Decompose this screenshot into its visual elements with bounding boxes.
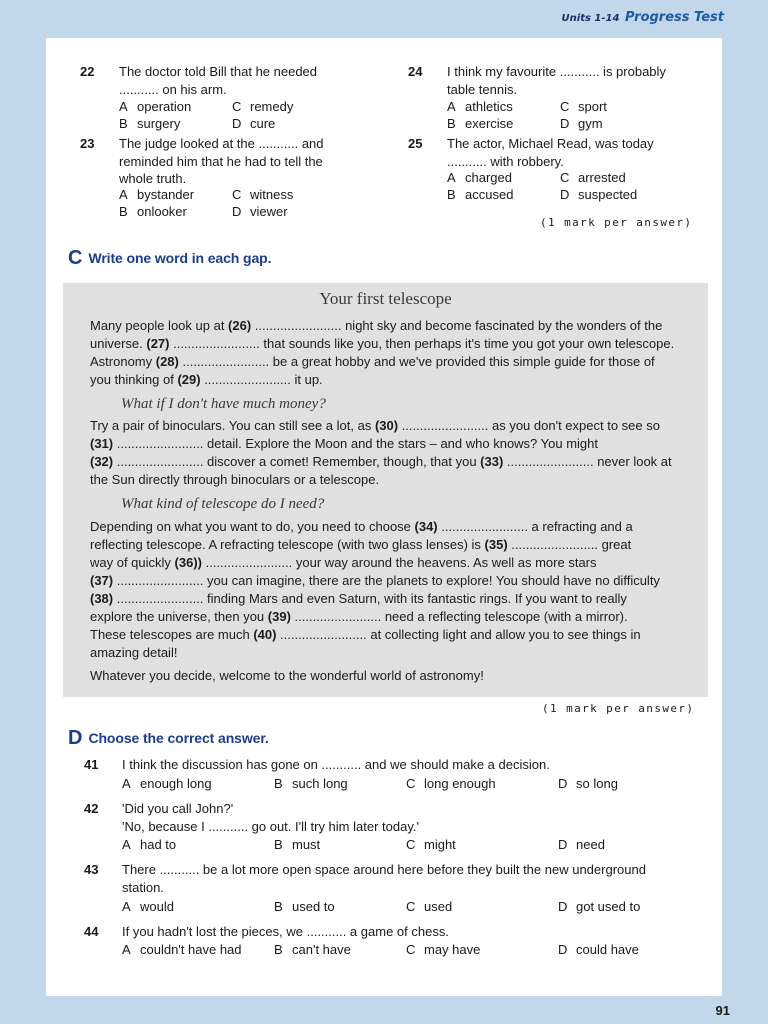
passage-line: Astronomy (28) ........................ be a great hobby and we've provided this simple guide for those of	[90, 354, 655, 369]
option-c[interactable]: C arrested	[560, 170, 626, 185]
section-letter: C	[68, 247, 83, 269]
progress-test-title: Progress Test	[625, 10, 724, 25]
option-a[interactable]: A operation	[119, 99, 192, 114]
section-instruction: Write one word in each gap.	[88, 250, 272, 266]
passage-line: (32) ........................ discover a comet! Remember, though, that you (33) ........................ never look at	[90, 454, 672, 469]
question-number: 44	[84, 924, 99, 939]
question-25	[408, 135, 708, 207]
option-a[interactable]: A charged	[447, 170, 512, 185]
question-stem-line: I think the discussion has gone on ........... and we should make a decision.	[122, 757, 550, 772]
option-a[interactable]: A bystander	[119, 187, 195, 202]
question-22	[80, 63, 380, 135]
gap-37: (37)	[90, 573, 114, 588]
question-number: 41	[84, 757, 99, 772]
question-number: 25	[408, 136, 423, 151]
gap-31: (31)	[90, 436, 114, 451]
question-stem-line: The doctor told Bill that he needed	[119, 64, 318, 79]
option-c[interactable]: C may have	[406, 942, 481, 957]
question-stem-line: reminded him that he had to tell the	[119, 153, 323, 169]
option-c[interactable]: C long enough	[406, 776, 496, 791]
option-a[interactable]: A athletics	[447, 99, 513, 114]
units-label: Units 1-14	[561, 13, 620, 24]
passage-subheading: What if I don't have much money?	[121, 396, 326, 412]
marks-note: (1 mark per answer)	[540, 216, 693, 229]
option-c[interactable]: C used	[406, 899, 453, 914]
question-44	[84, 923, 704, 961]
question-number: 43	[84, 862, 99, 877]
passage-line: These telescopes are much (40) ........................ at collecting light and allow you to see things in	[90, 627, 641, 642]
gap-35: (35)	[484, 537, 508, 552]
option-d[interactable]: D suspected	[560, 187, 638, 202]
passage-line: (38) ........................ finding Mars and even Saturn, with its fantastic rings. If you want to really	[90, 591, 627, 606]
section-letter: D	[68, 727, 83, 749]
gap-38: (38)	[90, 591, 114, 606]
gap-33: (33)	[480, 454, 504, 469]
passage-line: Depending on what you want to do, you need to choose (34) ........................ a refracting and a	[90, 519, 633, 534]
gap-29: (29)	[177, 372, 201, 387]
passage-subheading: What kind of telescope do I need?	[121, 496, 325, 512]
option-d[interactable]: D gym	[560, 116, 603, 131]
gap-28: (28)	[155, 354, 179, 369]
question-stem-line: The judge looked at the ........... and	[119, 136, 324, 151]
section-d-heading	[68, 727, 269, 750]
option-d[interactable]: D could have	[558, 942, 639, 957]
gap-26: (26)	[228, 318, 252, 333]
question-stem-line: 'Did you call John?'	[122, 801, 234, 816]
question-stem-line: whole truth.	[119, 171, 187, 186]
option-a[interactable]: A had to	[122, 837, 177, 852]
option-d[interactable]: D got used to	[558, 899, 641, 914]
gap-32: (32)	[90, 454, 114, 469]
telescope-passage	[63, 283, 708, 697]
option-b[interactable]: B accused	[447, 187, 514, 202]
passage-line: reflecting telescope. A refracting telescope (with two glass lenses) is (35) ........................ great	[90, 537, 632, 552]
option-a[interactable]: A enough long	[122, 776, 212, 791]
question-stem-line: There ........... be a lot more open space around here before they built the new underground	[122, 862, 646, 877]
progress-test-header	[562, 6, 724, 25]
question-stem-line: The actor, Michael Read, was today	[447, 136, 654, 151]
question-number: 42	[84, 801, 99, 816]
option-a[interactable]: A couldn't have had	[122, 942, 242, 957]
passage-line: Whatever you decide, welcome to the wonderful world of astronomy!	[90, 668, 484, 683]
passage-line: (37) ........................ you can imagine, there are the planets to explore! You should have no difficulty	[90, 573, 660, 588]
gap-40: (40)	[253, 627, 277, 642]
passage-title: Your first telescope	[319, 289, 452, 308]
passage-line: way of quickly (36)) ........................ your way around the heavens. As well as more stars	[90, 555, 597, 570]
gap-39: (39)	[267, 609, 291, 624]
option-d[interactable]: D need	[558, 837, 605, 852]
option-a[interactable]: A would	[122, 899, 174, 914]
question-number: 23	[80, 136, 95, 151]
question-24	[408, 63, 708, 135]
question-number: 24	[408, 64, 423, 79]
passage-line: you thinking of (29) ........................ it up.	[90, 372, 323, 387]
question-stem-line: 'No, because I ........... go out. I'll try him later today.'	[122, 818, 419, 834]
option-b[interactable]: B such long	[274, 776, 348, 791]
option-b[interactable]: B must	[274, 837, 321, 852]
passage-line: Try a pair of binoculars. You can still see a lot, as (30) ........................ as you don't expect to see so	[90, 418, 660, 433]
passage-line: Many people look up at (26) ........................ night sky and become fascinated by the wonders of the	[90, 318, 663, 333]
passage-line: universe. (27) ........................ that sounds like you, then perhaps it's time you got your own telescope.	[90, 336, 675, 351]
passage-line: explore the universe, then you (39) ........................ need a reflecting telescope (with a mirror).	[90, 609, 628, 624]
passage-line: amazing detail!	[90, 645, 178, 660]
option-c[interactable]: C witness	[232, 187, 294, 202]
option-b[interactable]: B exercise	[447, 116, 514, 131]
question-43	[84, 861, 704, 917]
question-stem-line: I think my favourite ........... is probably	[447, 64, 666, 79]
option-d[interactable]: D cure	[232, 116, 276, 131]
option-b[interactable]: B can't have	[274, 942, 351, 957]
gap-34: (34)	[414, 519, 438, 534]
question-number: 22	[80, 64, 95, 79]
option-d[interactable]: D viewer	[232, 204, 288, 219]
option-c[interactable]: C might	[406, 837, 456, 852]
section-c-heading	[68, 247, 271, 270]
question-stem-line: table tennis.	[447, 81, 518, 97]
marks-note: (1 mark per answer)	[542, 702, 695, 715]
option-d[interactable]: D so long	[558, 776, 618, 791]
question-41	[84, 756, 704, 794]
section-instruction: Choose the correct answer.	[88, 730, 269, 746]
question-stem-line: station.	[122, 879, 164, 895]
question-42	[84, 800, 704, 856]
option-c[interactable]: C sport	[560, 99, 607, 114]
question-stem-line: ........... with robbery.	[447, 153, 564, 169]
gap-30: (30)	[374, 418, 399, 433]
question-23	[80, 135, 380, 225]
page-number: 91	[715, 1003, 730, 1018]
option-b[interactable]: B onlooker	[119, 204, 187, 219]
option-b[interactable]: B surgery	[119, 116, 181, 131]
question-stem-line: ........... on his arm.	[119, 81, 227, 97]
option-c[interactable]: C remedy	[232, 99, 294, 114]
option-b[interactable]: B used to	[274, 899, 335, 914]
passage-line: the Sun directly through binoculars or a telescope.	[90, 472, 380, 487]
passage-line: (31) ........................ detail. Explore the Moon and the stars – and who knows? You might	[90, 436, 599, 451]
question-stem-line: If you hadn't lost the pieces, we ........... a game of chess.	[122, 924, 449, 939]
gap-27: (27)	[146, 336, 170, 351]
gap-36: (36))	[174, 555, 202, 570]
